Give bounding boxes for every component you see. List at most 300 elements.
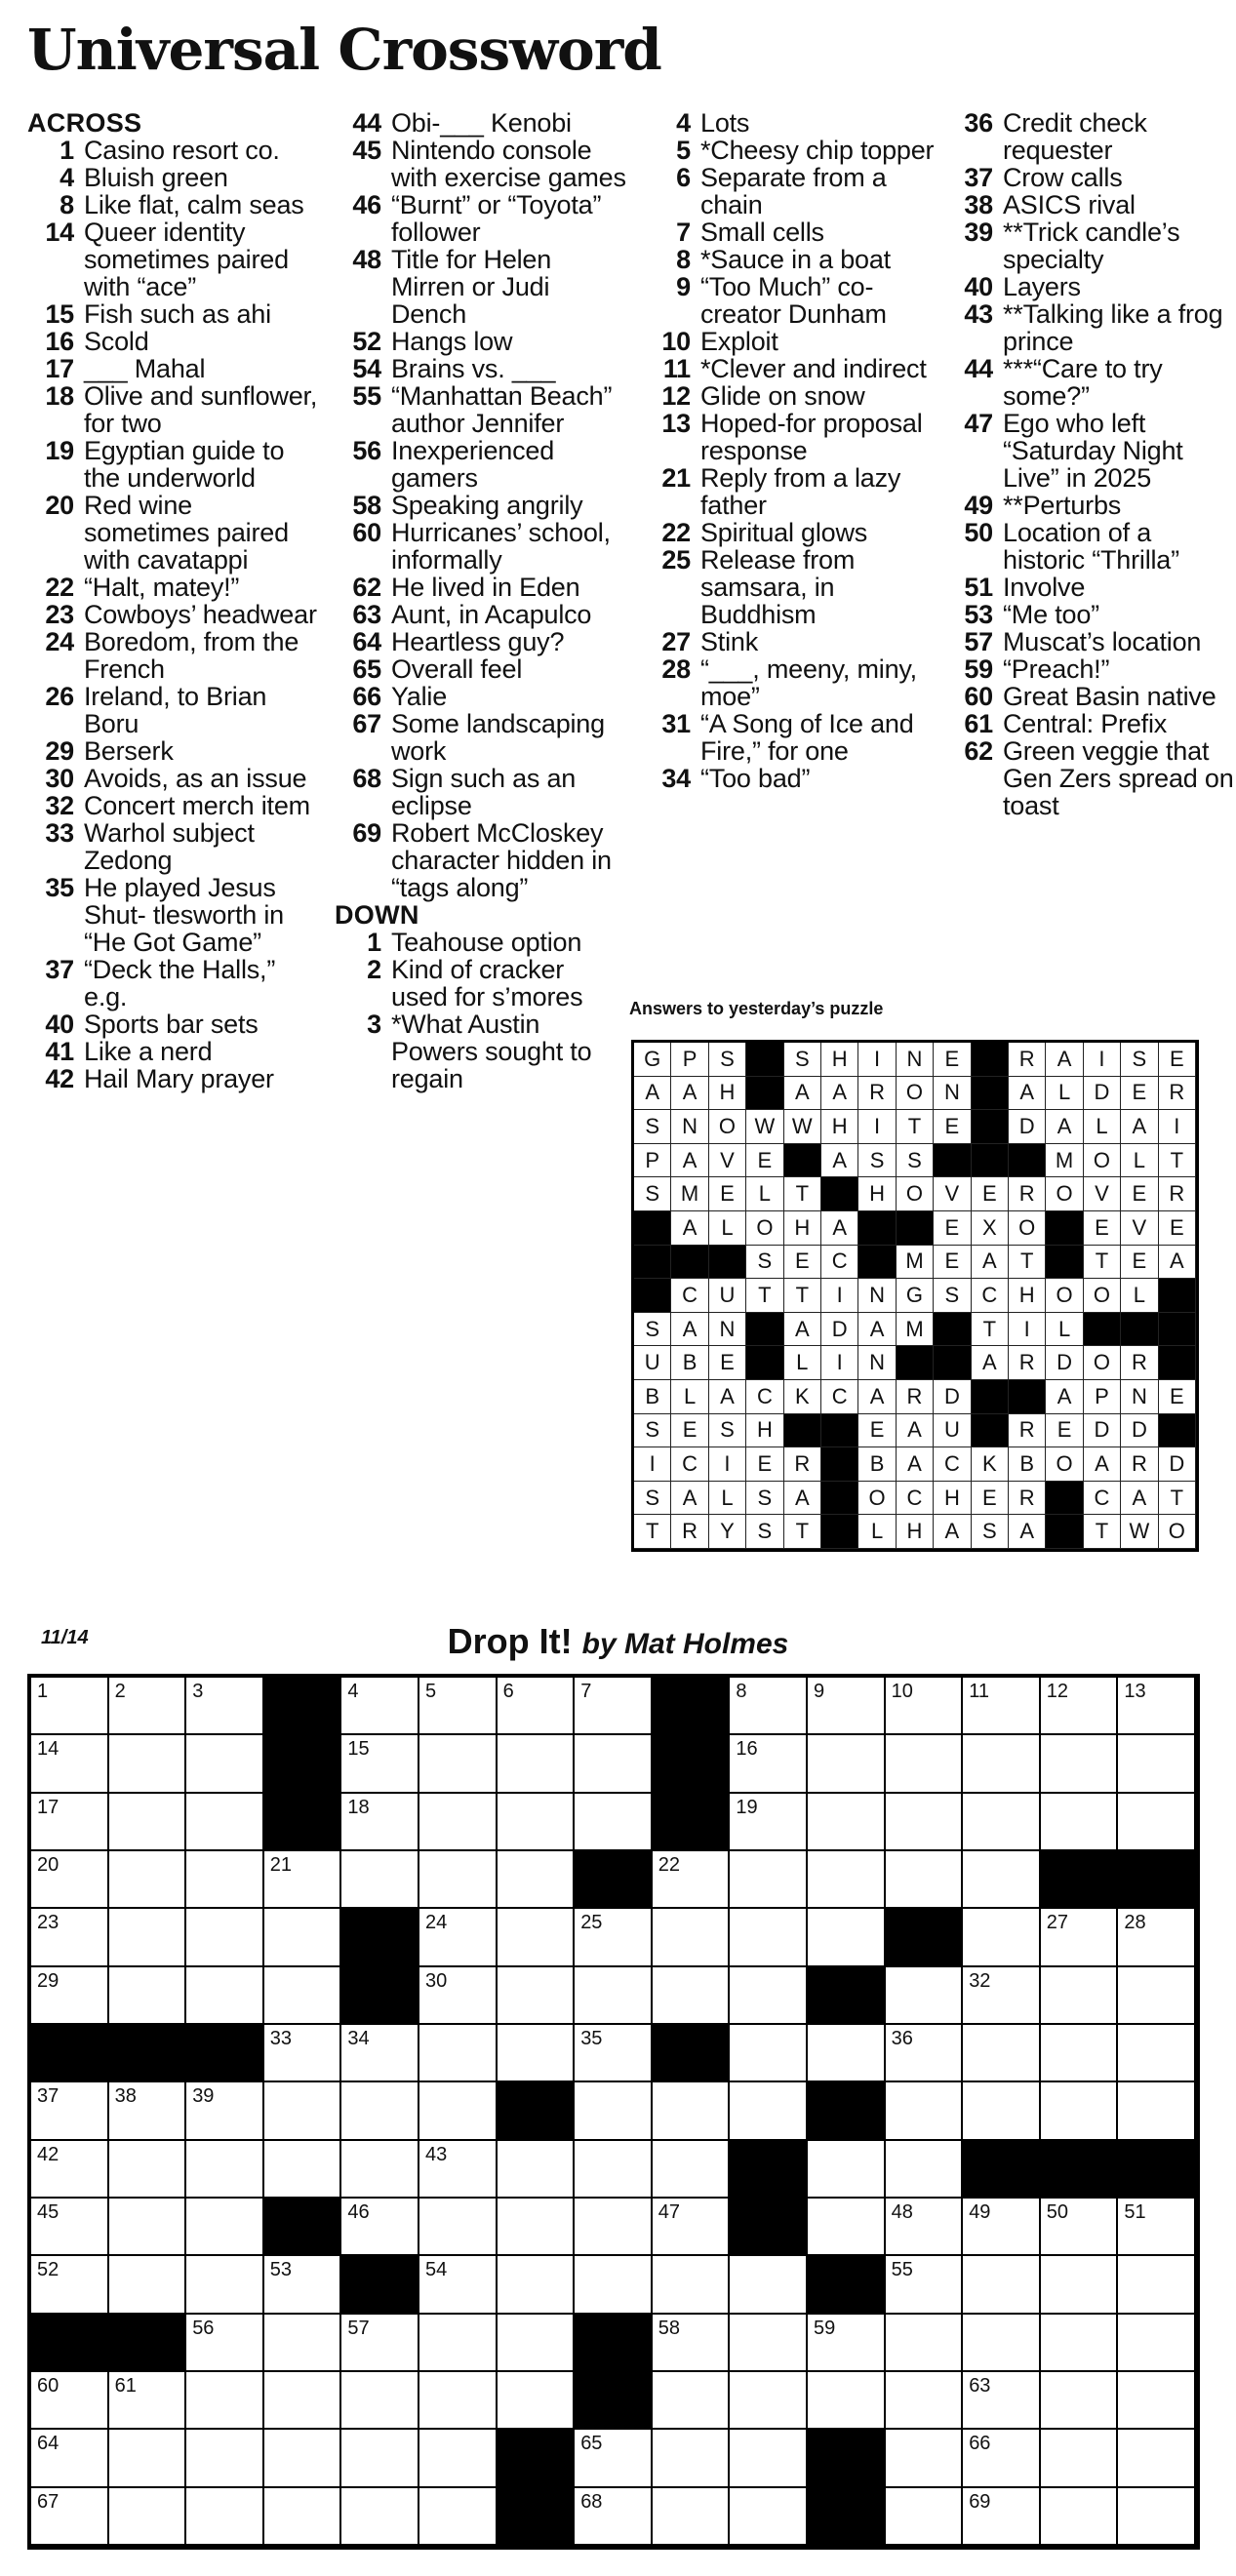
grid-block bbox=[575, 2315, 653, 2372]
answer-cell: C bbox=[671, 1447, 708, 1482]
cell-number: 2 bbox=[114, 1681, 126, 1702]
answer-cell: B bbox=[671, 1346, 708, 1380]
grid-cell[interactable] bbox=[1118, 2025, 1196, 2082]
clue-number: 28 bbox=[661, 654, 691, 684]
grid-cell[interactable] bbox=[886, 2199, 964, 2256]
grid-cell[interactable] bbox=[653, 2082, 731, 2140]
grid-cell[interactable] bbox=[730, 1909, 808, 1966]
answer-block bbox=[972, 1043, 1009, 1077]
grid-cell[interactable] bbox=[264, 2372, 342, 2430]
answer-cell: O bbox=[1084, 1346, 1121, 1380]
grid-cell[interactable] bbox=[186, 2372, 264, 2430]
grid-cell[interactable] bbox=[808, 1735, 886, 1793]
grid-cell[interactable] bbox=[963, 1735, 1041, 1793]
grid-cell[interactable] bbox=[419, 1851, 498, 1909]
clue bbox=[946, 191, 1236, 218]
grid-cell[interactable] bbox=[653, 2256, 731, 2314]
clue bbox=[27, 1065, 320, 1092]
cell-number: 4 bbox=[347, 1681, 359, 1702]
grid-cell[interactable] bbox=[419, 2430, 498, 2487]
answer-cell: I bbox=[858, 1043, 896, 1077]
grid-cell[interactable] bbox=[186, 1735, 264, 1793]
answer-cell: S bbox=[784, 1043, 821, 1077]
grid-cell[interactable] bbox=[341, 2025, 419, 2082]
grid-cell[interactable] bbox=[886, 1678, 964, 1735]
clue-number: 3 bbox=[367, 1010, 381, 1039]
grid-cell[interactable] bbox=[575, 1967, 653, 2025]
grid-cell[interactable] bbox=[1041, 1794, 1119, 1851]
grid-cell[interactable] bbox=[498, 1851, 576, 1909]
grid-cell[interactable] bbox=[963, 2488, 1041, 2546]
clue-number: 22 bbox=[661, 518, 691, 547]
grid-cell[interactable] bbox=[1118, 1794, 1196, 1851]
grid-cell[interactable] bbox=[109, 1735, 187, 1793]
grid-cell[interactable] bbox=[498, 2141, 576, 2199]
grid-cell[interactable] bbox=[109, 1967, 187, 2025]
grid-cell[interactable] bbox=[730, 1678, 808, 1735]
grid-cell[interactable] bbox=[1118, 2199, 1196, 2256]
answer-cell: A bbox=[1159, 1246, 1196, 1280]
grid-cell[interactable] bbox=[31, 1851, 109, 1909]
cell-number: 59 bbox=[813, 2317, 836, 2339]
cell-number: 9 bbox=[813, 1681, 825, 1702]
grid-cell[interactable] bbox=[498, 1909, 576, 1966]
grid-cell[interactable] bbox=[186, 2141, 264, 2199]
clue bbox=[335, 628, 627, 655]
clue-text: Robert McCloskey character hidden in “tags along” bbox=[391, 818, 612, 902]
grid-cell[interactable] bbox=[31, 2082, 109, 2140]
grid-cell[interactable] bbox=[1118, 2430, 1196, 2487]
grid-cell[interactable] bbox=[886, 2082, 964, 2140]
clue bbox=[335, 492, 627, 519]
answer-block bbox=[746, 1346, 783, 1380]
grid-cell[interactable] bbox=[963, 2315, 1041, 2372]
grid-cell[interactable] bbox=[1118, 1678, 1196, 1735]
cell-number: 35 bbox=[580, 2027, 603, 2049]
grid-cell[interactable] bbox=[109, 1794, 187, 1851]
clue bbox=[335, 655, 627, 683]
grid-cell[interactable] bbox=[341, 1794, 419, 1851]
grid-cell[interactable] bbox=[419, 2141, 498, 2199]
answer-cell: I bbox=[821, 1346, 858, 1380]
grid-cell[interactable] bbox=[1041, 2199, 1119, 2256]
grid-cell[interactable] bbox=[1118, 2488, 1196, 2546]
answer-cell: A bbox=[671, 1144, 708, 1178]
grid-cell[interactable] bbox=[264, 1851, 342, 1909]
clue bbox=[27, 819, 320, 874]
grid-cell[interactable] bbox=[653, 2141, 731, 2199]
answer-block bbox=[1046, 1211, 1083, 1246]
answer-cell: D bbox=[1046, 1346, 1083, 1380]
clue-number: 41 bbox=[45, 1037, 74, 1066]
grid-cell[interactable] bbox=[575, 1678, 653, 1735]
answer-cell: E bbox=[1159, 1043, 1196, 1077]
answer-block bbox=[1084, 1313, 1121, 1347]
grid-cell[interactable] bbox=[653, 1967, 731, 2025]
answer-cell: E bbox=[709, 1346, 746, 1380]
grid-cell[interactable] bbox=[186, 1794, 264, 1851]
answer-cell: H bbox=[897, 1515, 934, 1549]
grid-cell[interactable] bbox=[419, 2315, 498, 2372]
clue bbox=[946, 737, 1236, 819]
grid-cell[interactable] bbox=[963, 2430, 1041, 2487]
grid-cell[interactable] bbox=[341, 2372, 419, 2430]
grid-cell[interactable] bbox=[498, 2199, 576, 2256]
grid-cell[interactable] bbox=[730, 2430, 808, 2487]
grid-cell[interactable] bbox=[498, 1967, 576, 2025]
grid-cell[interactable] bbox=[341, 2082, 419, 2140]
grid-cell[interactable] bbox=[730, 2372, 808, 2430]
grid-cell[interactable] bbox=[186, 1909, 264, 1966]
grid-cell[interactable] bbox=[886, 2430, 964, 2487]
grid-cell[interactable] bbox=[186, 2315, 264, 2372]
grid-block bbox=[575, 1851, 653, 1909]
clue bbox=[335, 683, 627, 710]
grid-cell[interactable] bbox=[109, 1851, 187, 1909]
grid-cell[interactable] bbox=[653, 1909, 731, 1966]
grid-cell[interactable] bbox=[963, 1851, 1041, 1909]
grid-cell[interactable] bbox=[419, 2372, 498, 2430]
grid-cell[interactable] bbox=[653, 2430, 731, 2487]
grid-cell[interactable] bbox=[1041, 1967, 1119, 2025]
answer-cell: S bbox=[634, 1177, 671, 1211]
grid-cell[interactable] bbox=[808, 1851, 886, 1909]
grid-cell[interactable] bbox=[1041, 2372, 1119, 2430]
clue-text: Nintendo console with exercise games bbox=[391, 136, 626, 192]
grid-cell[interactable] bbox=[963, 1794, 1041, 1851]
grid-cell[interactable] bbox=[498, 2256, 576, 2314]
grid-cell[interactable] bbox=[186, 2256, 264, 2314]
answer-block bbox=[972, 1414, 1009, 1448]
grid-cell[interactable] bbox=[264, 1967, 342, 2025]
grid-cell[interactable] bbox=[886, 1967, 964, 2025]
grid-cell[interactable] bbox=[575, 2025, 653, 2082]
grid-cell[interactable] bbox=[1041, 2488, 1119, 2546]
answer-cell: S bbox=[858, 1144, 896, 1178]
clue bbox=[644, 765, 937, 792]
grid-cell[interactable] bbox=[730, 1967, 808, 2025]
clue bbox=[27, 300, 320, 328]
clue-text: “Too Much” co-creator Dunham bbox=[700, 272, 887, 329]
grid-cell[interactable] bbox=[186, 2488, 264, 2546]
answer-cell: K bbox=[784, 1380, 821, 1414]
answers-caption: Answers to yesterday’s puzzle bbox=[629, 999, 884, 1018]
clue-text: *Cheesy chip topper bbox=[700, 136, 935, 165]
grid-cell[interactable] bbox=[1118, 1735, 1196, 1793]
grid-cell[interactable] bbox=[730, 2082, 808, 2140]
grid-cell[interactable] bbox=[886, 2372, 964, 2430]
grid-cell[interactable] bbox=[653, 2488, 731, 2546]
grid-cell[interactable] bbox=[341, 2199, 419, 2256]
answer-cell: V bbox=[1084, 1177, 1121, 1211]
answer-block bbox=[784, 1414, 821, 1448]
grid-cell[interactable] bbox=[31, 1678, 109, 1735]
clue bbox=[335, 601, 627, 628]
grid-cell[interactable] bbox=[264, 2430, 342, 2487]
grid-cell[interactable] bbox=[730, 1851, 808, 1909]
answer-cell: S bbox=[709, 1043, 746, 1077]
clue-text: *What Austin Powers sought to regain bbox=[391, 1010, 592, 1093]
grid-cell[interactable] bbox=[109, 1678, 187, 1735]
grid-cell[interactable] bbox=[808, 1909, 886, 1966]
grid-cell[interactable] bbox=[963, 2082, 1041, 2140]
grid-block bbox=[1118, 2141, 1196, 2199]
grid-cell[interactable] bbox=[575, 2141, 653, 2199]
grid-cell[interactable] bbox=[1118, 2372, 1196, 2430]
answer-cell: I bbox=[1159, 1110, 1196, 1144]
grid-cell[interactable] bbox=[109, 1909, 187, 1966]
grid-cell[interactable] bbox=[963, 2372, 1041, 2430]
grid-cell[interactable] bbox=[186, 2199, 264, 2256]
grid-cell[interactable] bbox=[575, 1794, 653, 1851]
grid-cell[interactable] bbox=[1041, 1909, 1119, 1966]
grid-cell[interactable] bbox=[653, 1851, 731, 1909]
grid-cell[interactable] bbox=[186, 1678, 264, 1735]
grid-cell[interactable] bbox=[886, 2141, 964, 2199]
answer-cell: P bbox=[1084, 1380, 1121, 1414]
grid-cell[interactable] bbox=[1118, 2082, 1196, 2140]
clue-number: 15 bbox=[45, 299, 74, 329]
grid-cell[interactable] bbox=[341, 1851, 419, 1909]
grid-cell[interactable] bbox=[575, 2256, 653, 2314]
grid-cell[interactable] bbox=[341, 1678, 419, 1735]
grid-cell[interactable] bbox=[498, 1678, 576, 1735]
answer-cell: O bbox=[897, 1177, 934, 1211]
grid-cell[interactable] bbox=[264, 2141, 342, 2199]
answer-block bbox=[1159, 1414, 1196, 1448]
grid-cell[interactable] bbox=[808, 2199, 886, 2256]
grid-cell[interactable] bbox=[886, 1735, 964, 1793]
answer-cell: S bbox=[634, 1110, 671, 1144]
grid-cell[interactable] bbox=[264, 2315, 342, 2372]
grid-cell[interactable] bbox=[808, 2141, 886, 2199]
grid-cell[interactable] bbox=[109, 2372, 187, 2430]
grid-cell[interactable] bbox=[1118, 1967, 1196, 2025]
clue bbox=[644, 328, 937, 355]
clue bbox=[335, 956, 627, 1011]
grid-cell[interactable] bbox=[109, 2256, 187, 2314]
answer-cell: L bbox=[671, 1380, 708, 1414]
grid-cell[interactable] bbox=[730, 2256, 808, 2314]
grid-cell[interactable] bbox=[31, 1909, 109, 1966]
grid-cell[interactable] bbox=[730, 2025, 808, 2082]
grid-cell[interactable] bbox=[419, 2256, 498, 2314]
grid-cell[interactable] bbox=[808, 2315, 886, 2372]
grid-cell[interactable] bbox=[653, 2199, 731, 2256]
grid-cell[interactable] bbox=[264, 2488, 342, 2546]
grid-cell[interactable] bbox=[575, 1735, 653, 1793]
grid-cell[interactable] bbox=[730, 1794, 808, 1851]
clue-number: 62 bbox=[964, 736, 993, 766]
grid-cell[interactable] bbox=[31, 2372, 109, 2430]
clue bbox=[644, 519, 937, 546]
grid-cell[interactable] bbox=[31, 2141, 109, 2199]
clue-column-2 bbox=[335, 109, 627, 1092]
grid-cell[interactable] bbox=[498, 1794, 576, 1851]
clue-text: Ego who left “Saturday Night Live” in 2025 bbox=[1003, 409, 1183, 493]
grid-cell[interactable] bbox=[886, 1794, 964, 1851]
cell-number: 54 bbox=[424, 2259, 448, 2281]
grid-cell[interactable] bbox=[31, 2488, 109, 2546]
grid-cell[interactable] bbox=[264, 2025, 342, 2082]
answer-block bbox=[634, 1279, 671, 1313]
grid-cell[interactable] bbox=[963, 2199, 1041, 2256]
clue-text: Berserk bbox=[84, 736, 174, 766]
clue-text: Obi-___ Kenobi bbox=[391, 108, 572, 138]
grid-cell[interactable] bbox=[341, 2488, 419, 2546]
grid-cell[interactable] bbox=[498, 2372, 576, 2430]
grid-cell[interactable] bbox=[886, 2256, 964, 2314]
grid-cell[interactable] bbox=[730, 2488, 808, 2546]
answer-cell: R bbox=[1121, 1346, 1158, 1380]
grid-cell[interactable] bbox=[1118, 2315, 1196, 2372]
grid-cell[interactable] bbox=[808, 2025, 886, 2082]
clue-number: 56 bbox=[352, 436, 381, 465]
clue-number: 27 bbox=[661, 627, 691, 656]
answer-block bbox=[1046, 1515, 1083, 1549]
cell-number: 15 bbox=[347, 1738, 370, 1761]
grid-cell[interactable] bbox=[1041, 1735, 1119, 1793]
grid-cell[interactable] bbox=[963, 1967, 1041, 2025]
grid-cell[interactable] bbox=[341, 2141, 419, 2199]
grid-cell[interactable] bbox=[186, 2430, 264, 2487]
grid-cell[interactable] bbox=[963, 2256, 1041, 2314]
grid-cell[interactable] bbox=[1118, 2256, 1196, 2314]
grid-cell[interactable] bbox=[963, 1678, 1041, 1735]
grid-cell[interactable] bbox=[186, 1851, 264, 1909]
grid-cell[interactable] bbox=[109, 2488, 187, 2546]
grid-cell[interactable] bbox=[419, 1967, 498, 2025]
grid-cell[interactable] bbox=[498, 2315, 576, 2372]
grid-cell[interactable] bbox=[1041, 2025, 1119, 2082]
answer-cell: M bbox=[897, 1313, 934, 1347]
grid-block bbox=[264, 2199, 342, 2256]
grid-cell[interactable] bbox=[575, 1909, 653, 1966]
grid-cell[interactable] bbox=[31, 1735, 109, 1793]
grid-cell[interactable] bbox=[498, 1735, 576, 1793]
answer-cell: N bbox=[858, 1346, 896, 1380]
clue-number: 48 bbox=[352, 245, 381, 274]
grid-cell[interactable] bbox=[886, 2488, 964, 2546]
clue-text: “___, meeny, miny, moe” bbox=[700, 654, 917, 711]
grid-cell[interactable] bbox=[730, 2315, 808, 2372]
grid-cell[interactable] bbox=[808, 1794, 886, 1851]
grid-cell[interactable] bbox=[341, 1735, 419, 1793]
grid-cell[interactable] bbox=[341, 2430, 419, 2487]
clue bbox=[27, 328, 320, 355]
clue-number: 4 bbox=[676, 108, 691, 138]
answer-block bbox=[821, 1482, 858, 1516]
cell-number: 52 bbox=[37, 2259, 60, 2281]
answer-cell: E bbox=[1159, 1380, 1196, 1414]
grid-cell[interactable] bbox=[1118, 1909, 1196, 1966]
grid-cell[interactable] bbox=[186, 1967, 264, 2025]
cell-number: 64 bbox=[37, 2433, 60, 2455]
grid-cell[interactable] bbox=[963, 2025, 1041, 2082]
grid-cell[interactable] bbox=[186, 2082, 264, 2140]
grid-cell[interactable] bbox=[1041, 1678, 1119, 1735]
grid-cell[interactable] bbox=[31, 2430, 109, 2487]
answer-cell: A bbox=[1121, 1482, 1158, 1516]
answer-cell: T bbox=[784, 1177, 821, 1211]
clue-number: 8 bbox=[60, 190, 74, 219]
grid-cell[interactable] bbox=[575, 2430, 653, 2487]
answer-cell: U bbox=[934, 1414, 971, 1448]
grid-cell[interactable] bbox=[109, 2199, 187, 2256]
grid-cell[interactable] bbox=[109, 2082, 187, 2140]
clue-text: Avoids, as an issue bbox=[84, 764, 307, 793]
clue-text: “Deck the Halls,” e.g. bbox=[84, 955, 276, 1011]
grid-cell[interactable] bbox=[653, 2315, 731, 2372]
grid-cell[interactable] bbox=[575, 2082, 653, 2140]
grid-cell[interactable] bbox=[419, 2199, 498, 2256]
grid-cell[interactable] bbox=[264, 2082, 342, 2140]
clue-text: Crow calls bbox=[1003, 163, 1123, 192]
clue bbox=[27, 628, 320, 683]
grid-cell[interactable] bbox=[419, 2025, 498, 2082]
grid-cell[interactable] bbox=[419, 2488, 498, 2546]
grid-cell[interactable] bbox=[419, 1909, 498, 1966]
grid-cell[interactable] bbox=[886, 2315, 964, 2372]
cell-number: 33 bbox=[269, 2027, 293, 2049]
grid-cell[interactable] bbox=[575, 2488, 653, 2546]
grid-cell[interactable] bbox=[886, 1851, 964, 1909]
clue bbox=[644, 218, 937, 246]
answer-cell: A bbox=[1046, 1043, 1083, 1077]
grid-cell[interactable] bbox=[264, 2256, 342, 2314]
clue bbox=[27, 191, 320, 218]
grid-cell[interactable] bbox=[1041, 2256, 1119, 2314]
clue-text: Exploit bbox=[700, 327, 778, 356]
grid-cell[interactable] bbox=[109, 2141, 187, 2199]
clue bbox=[335, 328, 627, 355]
answer-cell: R bbox=[1159, 1077, 1196, 1111]
grid-cell[interactable] bbox=[808, 1678, 886, 1735]
clue bbox=[644, 246, 937, 273]
grid-cell[interactable] bbox=[498, 2025, 576, 2082]
grid-cell[interactable] bbox=[419, 1794, 498, 1851]
clue-text: Hurricanes’ school, informally bbox=[391, 518, 611, 575]
grid-cell[interactable] bbox=[31, 2199, 109, 2256]
clue-text: He lived in Eden bbox=[391, 573, 580, 602]
answer-cell: T bbox=[897, 1110, 934, 1144]
grid-cell[interactable] bbox=[886, 2025, 964, 2082]
grid-cell[interactable] bbox=[730, 1735, 808, 1793]
grid-cell[interactable] bbox=[963, 1909, 1041, 1966]
grid-cell[interactable] bbox=[808, 2372, 886, 2430]
grid-cell[interactable] bbox=[575, 2199, 653, 2256]
answer-cell: A bbox=[634, 1077, 671, 1111]
answer-cell: W bbox=[784, 1110, 821, 1144]
grid-cell[interactable] bbox=[31, 1794, 109, 1851]
grid-cell[interactable] bbox=[419, 1735, 498, 1793]
grid-cell[interactable] bbox=[31, 2256, 109, 2314]
grid-cell[interactable] bbox=[419, 2082, 498, 2140]
clue bbox=[27, 956, 320, 1011]
grid-cell[interactable] bbox=[1041, 2315, 1119, 2372]
grid-cell[interactable] bbox=[109, 2430, 187, 2487]
answer-block bbox=[821, 1177, 858, 1211]
answer-cell: A bbox=[897, 1414, 934, 1448]
cell-number: 51 bbox=[1124, 2200, 1146, 2223]
grid-cell[interactable] bbox=[341, 2315, 419, 2372]
grid-cell[interactable] bbox=[264, 1909, 342, 1966]
grid-cell[interactable] bbox=[419, 1678, 498, 1735]
grid-cell[interactable] bbox=[1041, 2082, 1119, 2140]
grid-cell[interactable] bbox=[1041, 2430, 1119, 2487]
grid-cell[interactable] bbox=[653, 2372, 731, 2430]
grid-cell[interactable] bbox=[31, 1967, 109, 2025]
